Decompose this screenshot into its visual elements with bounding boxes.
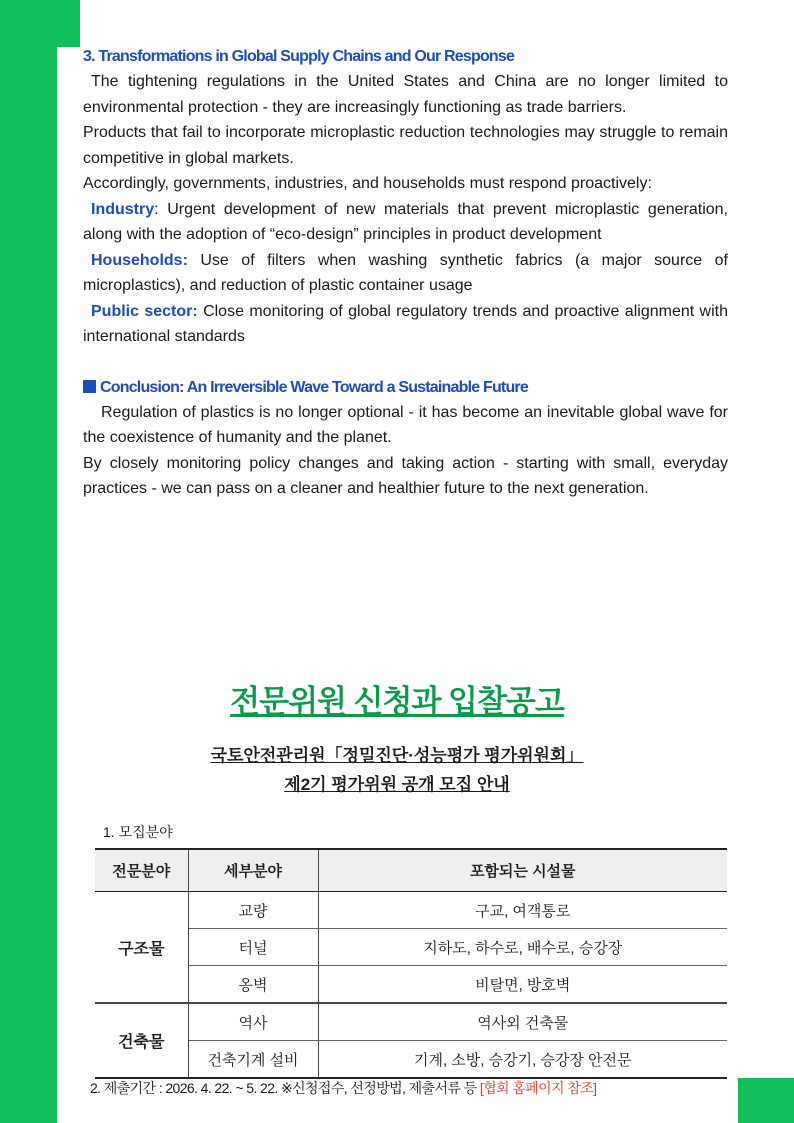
item-text: Use of filters when washing synthetic fabrics (a major source of microplastics), and reduction of plastic container usage [83, 251, 728, 294]
green-corner-block [738, 1078, 794, 1123]
conclusion-title: Conclusion: An Irreversible Wave Toward a Sustainable Future [83, 376, 728, 400]
facilities-cell: 역사외 건축물 [318, 1003, 727, 1041]
item-text: Close monitoring of global regulatory trends and proactive alignment with international standards [83, 302, 728, 345]
subfield-cell: 역사 [188, 1003, 318, 1041]
item-label: Households: [91, 251, 188, 269]
square-bullet-icon [83, 380, 96, 393]
submission-period-text: 2. 제출기간 : 2026. 4. 22. ~ 5. 22. ※신청접수, 선정방법, 제출서류 등 [90, 1080, 480, 1096]
group-field-structure: 구조물 [95, 892, 188, 1004]
green-top-tab [57, 0, 80, 47]
facilities-cell: 기계, 소방, 승강기, 승강장 안전문 [318, 1041, 727, 1079]
subfield-cell: 교량 [188, 892, 318, 929]
list-item-households [83, 248, 728, 299]
facilities-cell: 구교, 여객통로 [318, 892, 727, 929]
header-facilities: 포함되는 시설물 [318, 849, 727, 892]
notice-subtitle [0, 741, 794, 799]
header-field: 전문분야 [95, 849, 188, 892]
notice-subtitle-line2: 제2기 평가위원 공개 모집 안내 [284, 775, 510, 794]
subfield-cell: 옹벽 [188, 966, 318, 1004]
section-title: 3. Transformations in Global Supply Chains and Our Response [83, 48, 515, 65]
table-row [95, 1003, 727, 1041]
green-side-bar [0, 0, 57, 1123]
notice-subtitle-line1: 국토안전관리원「정밀진단·성능평가 평가위원회」 [210, 746, 584, 765]
paragraph: By closely monitoring policy changes and taking action - starting with small, everyday practices - we can pass on a cleaner and healthier future to the next generation. [83, 454, 728, 497]
subfield-cell: 터널 [188, 929, 318, 966]
item-text: : Urgent development of new materials that prevent microplastic generation, along with the adoption of “eco-design” principles in product development [83, 200, 728, 243]
paragraph: The tightening regulations in the United States and China are no longer limited to environmental protection - they are increasingly functioning as trade barriers. [83, 73, 728, 116]
table-row [95, 966, 727, 1004]
list-item-public-sector [83, 299, 728, 350]
item-label: Industry [91, 200, 155, 218]
item-label: Public sector: [91, 302, 198, 320]
submission-period [90, 1076, 596, 1102]
list-item-industry [83, 197, 728, 248]
recruit-field-label: 1. 모집분야 [103, 824, 173, 840]
facilities-cell: 비탈면, 방호벽 [318, 966, 727, 1004]
notice-title: 전문위원 신청과 입찰공고 [230, 684, 564, 719]
association-homepage-ref: [협회 홈페이지 참조] [479, 1080, 597, 1096]
paragraph: Products that fail to incorporate microplastic reduction technologies may struggle to remain competitive in global markets. [83, 124, 728, 167]
subfield-cell: 건축기계 설비 [188, 1041, 318, 1079]
header-subfield: 세부분야 [188, 849, 318, 892]
table-row [95, 1041, 727, 1079]
group-field-building: 건축물 [95, 1003, 188, 1078]
table-row [95, 929, 727, 966]
article-body [83, 45, 728, 502]
table-row [95, 892, 727, 929]
facilities-cell: 지하도, 하수로, 배수로, 승강장 [318, 929, 727, 966]
paragraph: Regulation of plastics is no longer optional - it has become an inevitable global wave for the coexistence of humanity and the planet. [83, 403, 728, 446]
facility-table [95, 848, 727, 1079]
paragraph: Accordingly, governments, industries, and households must respond proactively: [83, 175, 652, 192]
